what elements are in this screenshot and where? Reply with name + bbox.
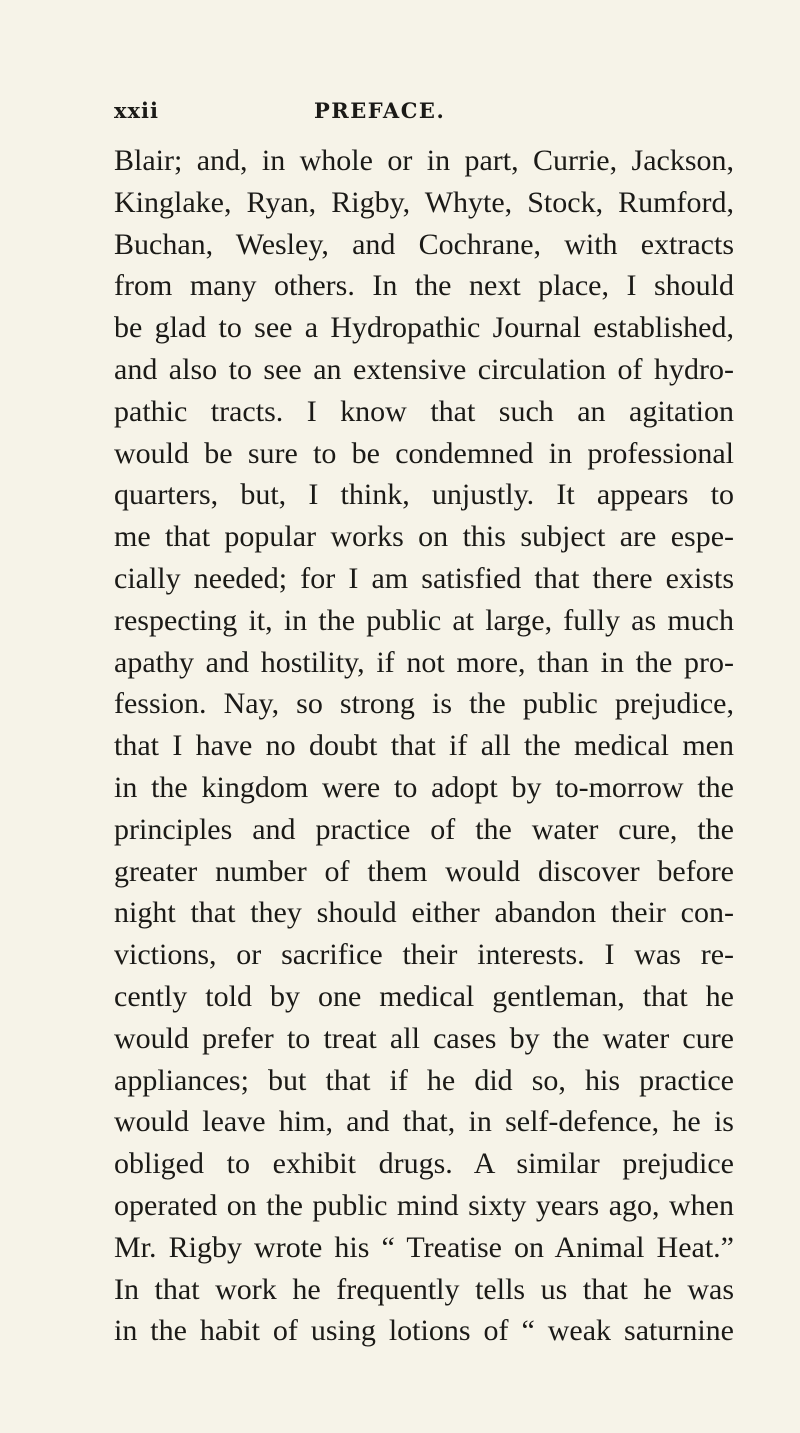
body-text	[114, 140, 734, 1352]
text-line: would prefer to treat all cases by the water cure	[114, 1021, 734, 1055]
text-line: operated on the public mind sixty years ago, when	[114, 1188, 734, 1222]
page-header	[114, 98, 634, 134]
text-line: pathic tracts. I know that such an agitation	[114, 394, 734, 428]
text-line: principles and practice of the water cure, the	[114, 812, 734, 846]
text-line: Blair; and, in whole or in part, Currie, Jackson,	[114, 144, 734, 177]
text-line: Kinglake, Ryan, Rigby, Whyte, Stock, Rumford,	[114, 185, 734, 219]
text-line: that I have no doubt that if all the medical men	[114, 729, 734, 763]
text-line: appliances; but that if he did so, his practice	[114, 1063, 734, 1097]
text-line: victions, or sacrifice their interests. I was re-	[114, 938, 734, 972]
running-head: PREFACE.	[314, 98, 446, 123]
text-line: apathy and hostility, if not more, than in the pro-	[114, 645, 734, 679]
text-line: cently told by one medical gentleman, that he	[114, 979, 734, 1013]
text-line: In that work he frequently tells us that he was	[114, 1272, 734, 1306]
text-line: in the kingdom were to adopt by to-morrow the	[114, 770, 734, 804]
text-line: night that they should either abandon their con-	[114, 896, 734, 930]
page-number: xxii	[114, 98, 159, 123]
text-line: Buchan, Wesley, and Cochrane, with extracts	[114, 227, 734, 261]
text-line: be glad to see a Hydropathic Journal established,	[114, 311, 734, 345]
text-line: me that popular works on this subject are espe-	[114, 520, 734, 554]
text-line: greater number of them would discover before	[114, 854, 734, 888]
text-line: Mr. Rigby wrote his “ Treatise on Animal Heat.”	[114, 1230, 734, 1264]
text-line: would be sure to be condemned in professional	[114, 436, 734, 470]
text-line: obliged to exhibit drugs. A similar prejudice	[114, 1147, 734, 1181]
text-line: quarters, but, I think, unjustly. It appears to	[114, 478, 734, 512]
text-line: and also to see an extensive circulation of hydro-	[114, 352, 734, 386]
text-line: in the habit of using lotions of “ weak saturnine	[114, 1314, 734, 1348]
text-line: from many others. In the next place, I should	[114, 269, 734, 303]
text-line: fession. Nay, so strong is the public prejudice,	[114, 687, 734, 721]
text-line: respecting it, in the public at large, fully as much	[114, 603, 734, 637]
text-line: would leave him, and that, in self-defence, he is	[114, 1105, 734, 1139]
text-line: cially needed; for I am satisfied that there exists	[114, 561, 734, 595]
